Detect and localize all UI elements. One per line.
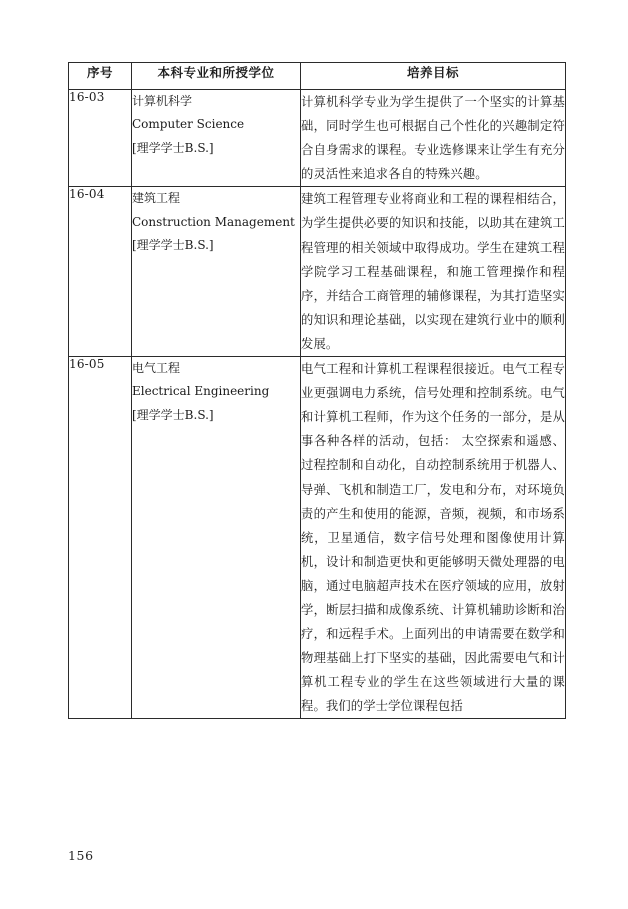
cell-major-and-degree (132, 187, 301, 357)
major-name-cn: 电气工程 (132, 361, 181, 376)
table-row (69, 90, 566, 187)
table-row (69, 357, 566, 719)
degree-label: [理学学士B.S.] (132, 140, 214, 155)
training-goal-text: 电气工程和计算机工程课程很接近。电气工程专业更强调电力系统，信号处理和控制系统。电气和计算机工程师，作为这个任务的一部分，是从事各种各样的活动，包括： 太空探索和遥感、过程控制和自动化，自动控制系统用于机器人、导弹、飞机和制造工厂，发电和分布，对环境负责的产生和使用的能源，音频，视频，和市场系统，卫星通信，数字信号处理和图像使用计算机，设计和制造更快和更能够明天微处理器的电脑，通过电脑超声技术在医疗领域的应用，放射学，断层扫描和成像系统、计算机辅助诊断和治疗，和远程手术。上面列出的申请需要在数学和物理基础上打下坚实的基础，因此需要电气和计算机工程专业的学生在这些领域进行大量的课程。我们的学士学位课程包括 (301, 362, 565, 714)
cell-serial-number: 16-05 (69, 357, 132, 719)
cell-major-and-degree (132, 357, 301, 719)
cell-major-and-degree (132, 90, 301, 187)
cell-serial-number: 16-03 (69, 90, 132, 187)
training-goal-text: 计算机科学专业为学生提供了一个坚实的计算基础，同时学生也可根据自己个性化的兴趣制定符合自身需求的课程。专业选修课来让学生有充分的灵活性来追求各自的特殊兴趣。 (301, 95, 565, 182)
cell-training-goal (301, 357, 566, 719)
table-row (69, 187, 566, 357)
major-name-cn: 建筑工程 (132, 191, 181, 206)
column-header-serial-number: 序号 (69, 63, 132, 90)
degree-label: [理学学士B.S.] (132, 238, 214, 253)
page-number: 156 (68, 848, 94, 863)
cell-training-goal (301, 187, 566, 357)
major-name-en: Construction Management (132, 214, 295, 229)
major-name-cn: 计算机科学 (132, 94, 193, 108)
table-body (69, 90, 566, 719)
table-header-row (69, 63, 566, 90)
major-name-en: Electrical Engineering (132, 384, 270, 399)
column-header-major-and-degree: 本科专业和所授学位 (132, 63, 301, 90)
column-header-training-goal: 培养目标 (301, 63, 566, 90)
undergraduate-majors-table (68, 62, 566, 719)
major-name-en: Computer Science (132, 117, 245, 132)
cell-training-goal (301, 90, 566, 187)
training-goal-text: 建筑工程管理专业将商业和工程的课程相结合，为学生提供必要的知识和技能，以助其在建筑工程管理的相关领域中取得成功。学生在建筑工程学院学习工程基础课程，和施工管理操作和程序，并结合工商管理的辅修课程，为其打造坚实的知识和理论基础，以实现在建筑行业中的顺利发展。 (301, 192, 565, 351)
degree-label: [理学学士B.S.] (132, 407, 214, 422)
table-header (69, 63, 566, 90)
cell-serial-number: 16-04 (69, 187, 132, 357)
